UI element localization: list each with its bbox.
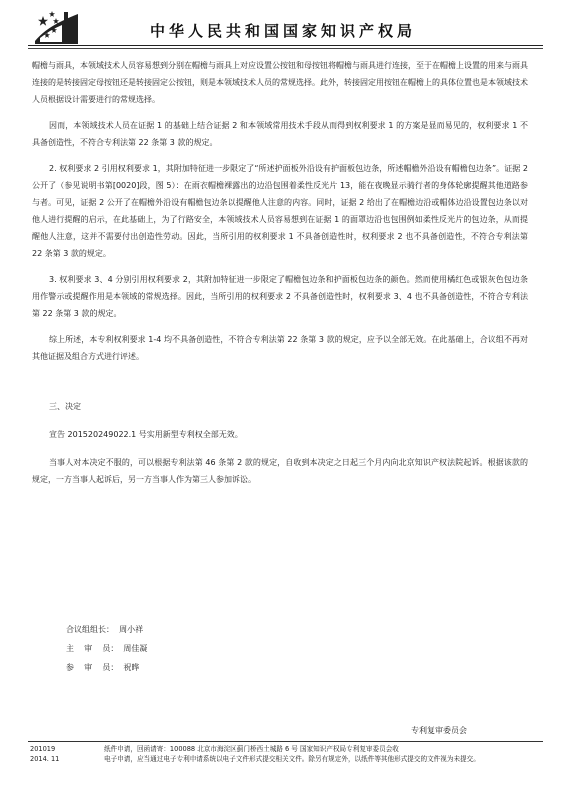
header-divider-thin <box>28 48 543 49</box>
footer-divider <box>28 741 543 742</box>
letterhead <box>0 0 565 56</box>
paragraph-claim-2: 2. 权利要求 2 引用权利要求 1，其附加特征进一步限定了“所述护面板外沿设有护面板包边条，所述帽檐外沿设有帽檐包边条”。证据 2 公开了（参见说明书第[0020]段，图 5）：在雨衣帽檐裸露出的边沿包围着柔性反光片 13，能在夜晚显示骑行者的身体轮廓提醒其他道路参与者。可见，证据 2 公开了在帽檐外沿设有帽檐包边条以提醒他人注意的内容。同时，证据 2 给出了在帽檐边沿或帽体边沿设置包边条以对他人进行提醒的启示，在此基础上，为了行路安全，本领域技术人员容易想到在证据 1 的面罩边沿也包围例如柔性反光片的包边条，从而提醒他人注意，这并不需要付出创造性劳动。因此，当所引用的权利要求 1 不具备创造性时，权利要求 2 也不具备创造性，不符合专利法第 22 条第 3 款的规定。 <box>32 164 528 258</box>
panel-leader: 合议组组长： 周小祥 <box>66 625 144 634</box>
cnipa-logo-icon <box>32 8 82 48</box>
decision-heading: 三、决定 <box>49 402 81 411</box>
paragraph-claims-3-4: 3. 权利要求 3、4 分别引用权利要求 2，其附加特征进一步限定了帽檐包边条和护面板包边条的颜色。然而使用橘红色或银灰色包边条用作警示或提醒作用是本领域的常规选择。因此，当所引用的权利要求 2 不具备创造性时，权利要求 3、4 也不具备创造性，不符合专利法第 22 条第 3 款的规定。 <box>32 275 528 318</box>
org-title: 中华人民共和国国家知识产权局 <box>150 22 417 40</box>
paragraph-decision: 宣告 201520249022.1 号实用新型专利权全部无效。 <box>49 430 243 439</box>
paragraph-claim-1-conclusion: 因而，本领域技术人员在证据 1 的基础上结合证据 2 和本领域常用技术手段从而得到权利要求 1 的方案是显而易见的，权利要求 1 不具备创造性，不符合专利法第 22 条第 3 款的规定。 <box>32 121 528 147</box>
paragraph-appeal-rights: 当事人对本决定不服的，可以根据专利法第 46 条第 2 款的规定，自收到本决定之日起三个月内向北京知识产权法院起诉。根据该款的规定，一方当事人起诉后，另一方当事人作为第三人参加诉讼。 <box>32 458 528 484</box>
form-code: 201019 <box>30 745 56 753</box>
associate-examiner: 参 审 员： 祝晔 <box>66 663 140 672</box>
paper-submission-note: 纸件申请，回函请寄：100088 北京市海淀区蓟门桥西土城路 6 号 国家知识产权局专利复审委员会收 <box>104 745 399 753</box>
paragraph-summary: 综上所述，本专利权利要求 1-4 均不具备创造性，不符合专利法第 22 条第 3 款的规定，应予以全部无效。在此基础上，合议组不再对其他证据及组合方式进行评述。 <box>32 335 528 361</box>
paragraph-continuation: 帽檐与雨具，本领域技术人员容易想到分别在帽檐与雨具上对应设置公按钮和母按钮将帽檐与雨具进行连接，至于在帽檐上设置的用来与雨具连接的是转接固定母按钮还是转接固定公按钮，则是本领域技术人员的常规选择。此外，转接固定用按钮在帽檐上的具体位置也是本领域技术人员根据设计需要进行的常规选择。 <box>32 61 528 104</box>
committee-name: 专利复审委员会 <box>411 726 467 735</box>
footer <box>30 744 540 764</box>
electronic-submission-note: 电子申请，应当通过电子专利申请系统以电子文件形式提交相关文件。除另有规定外，以纸件等其他形式提交的文件视为未提交。 <box>104 755 480 763</box>
decision-body <box>32 57 528 488</box>
panel-signatures <box>66 620 147 677</box>
header-divider <box>28 45 543 46</box>
form-version: 2014. 11 <box>30 755 60 763</box>
chief-examiner: 主 审 员： 周佳凝 <box>66 644 148 653</box>
